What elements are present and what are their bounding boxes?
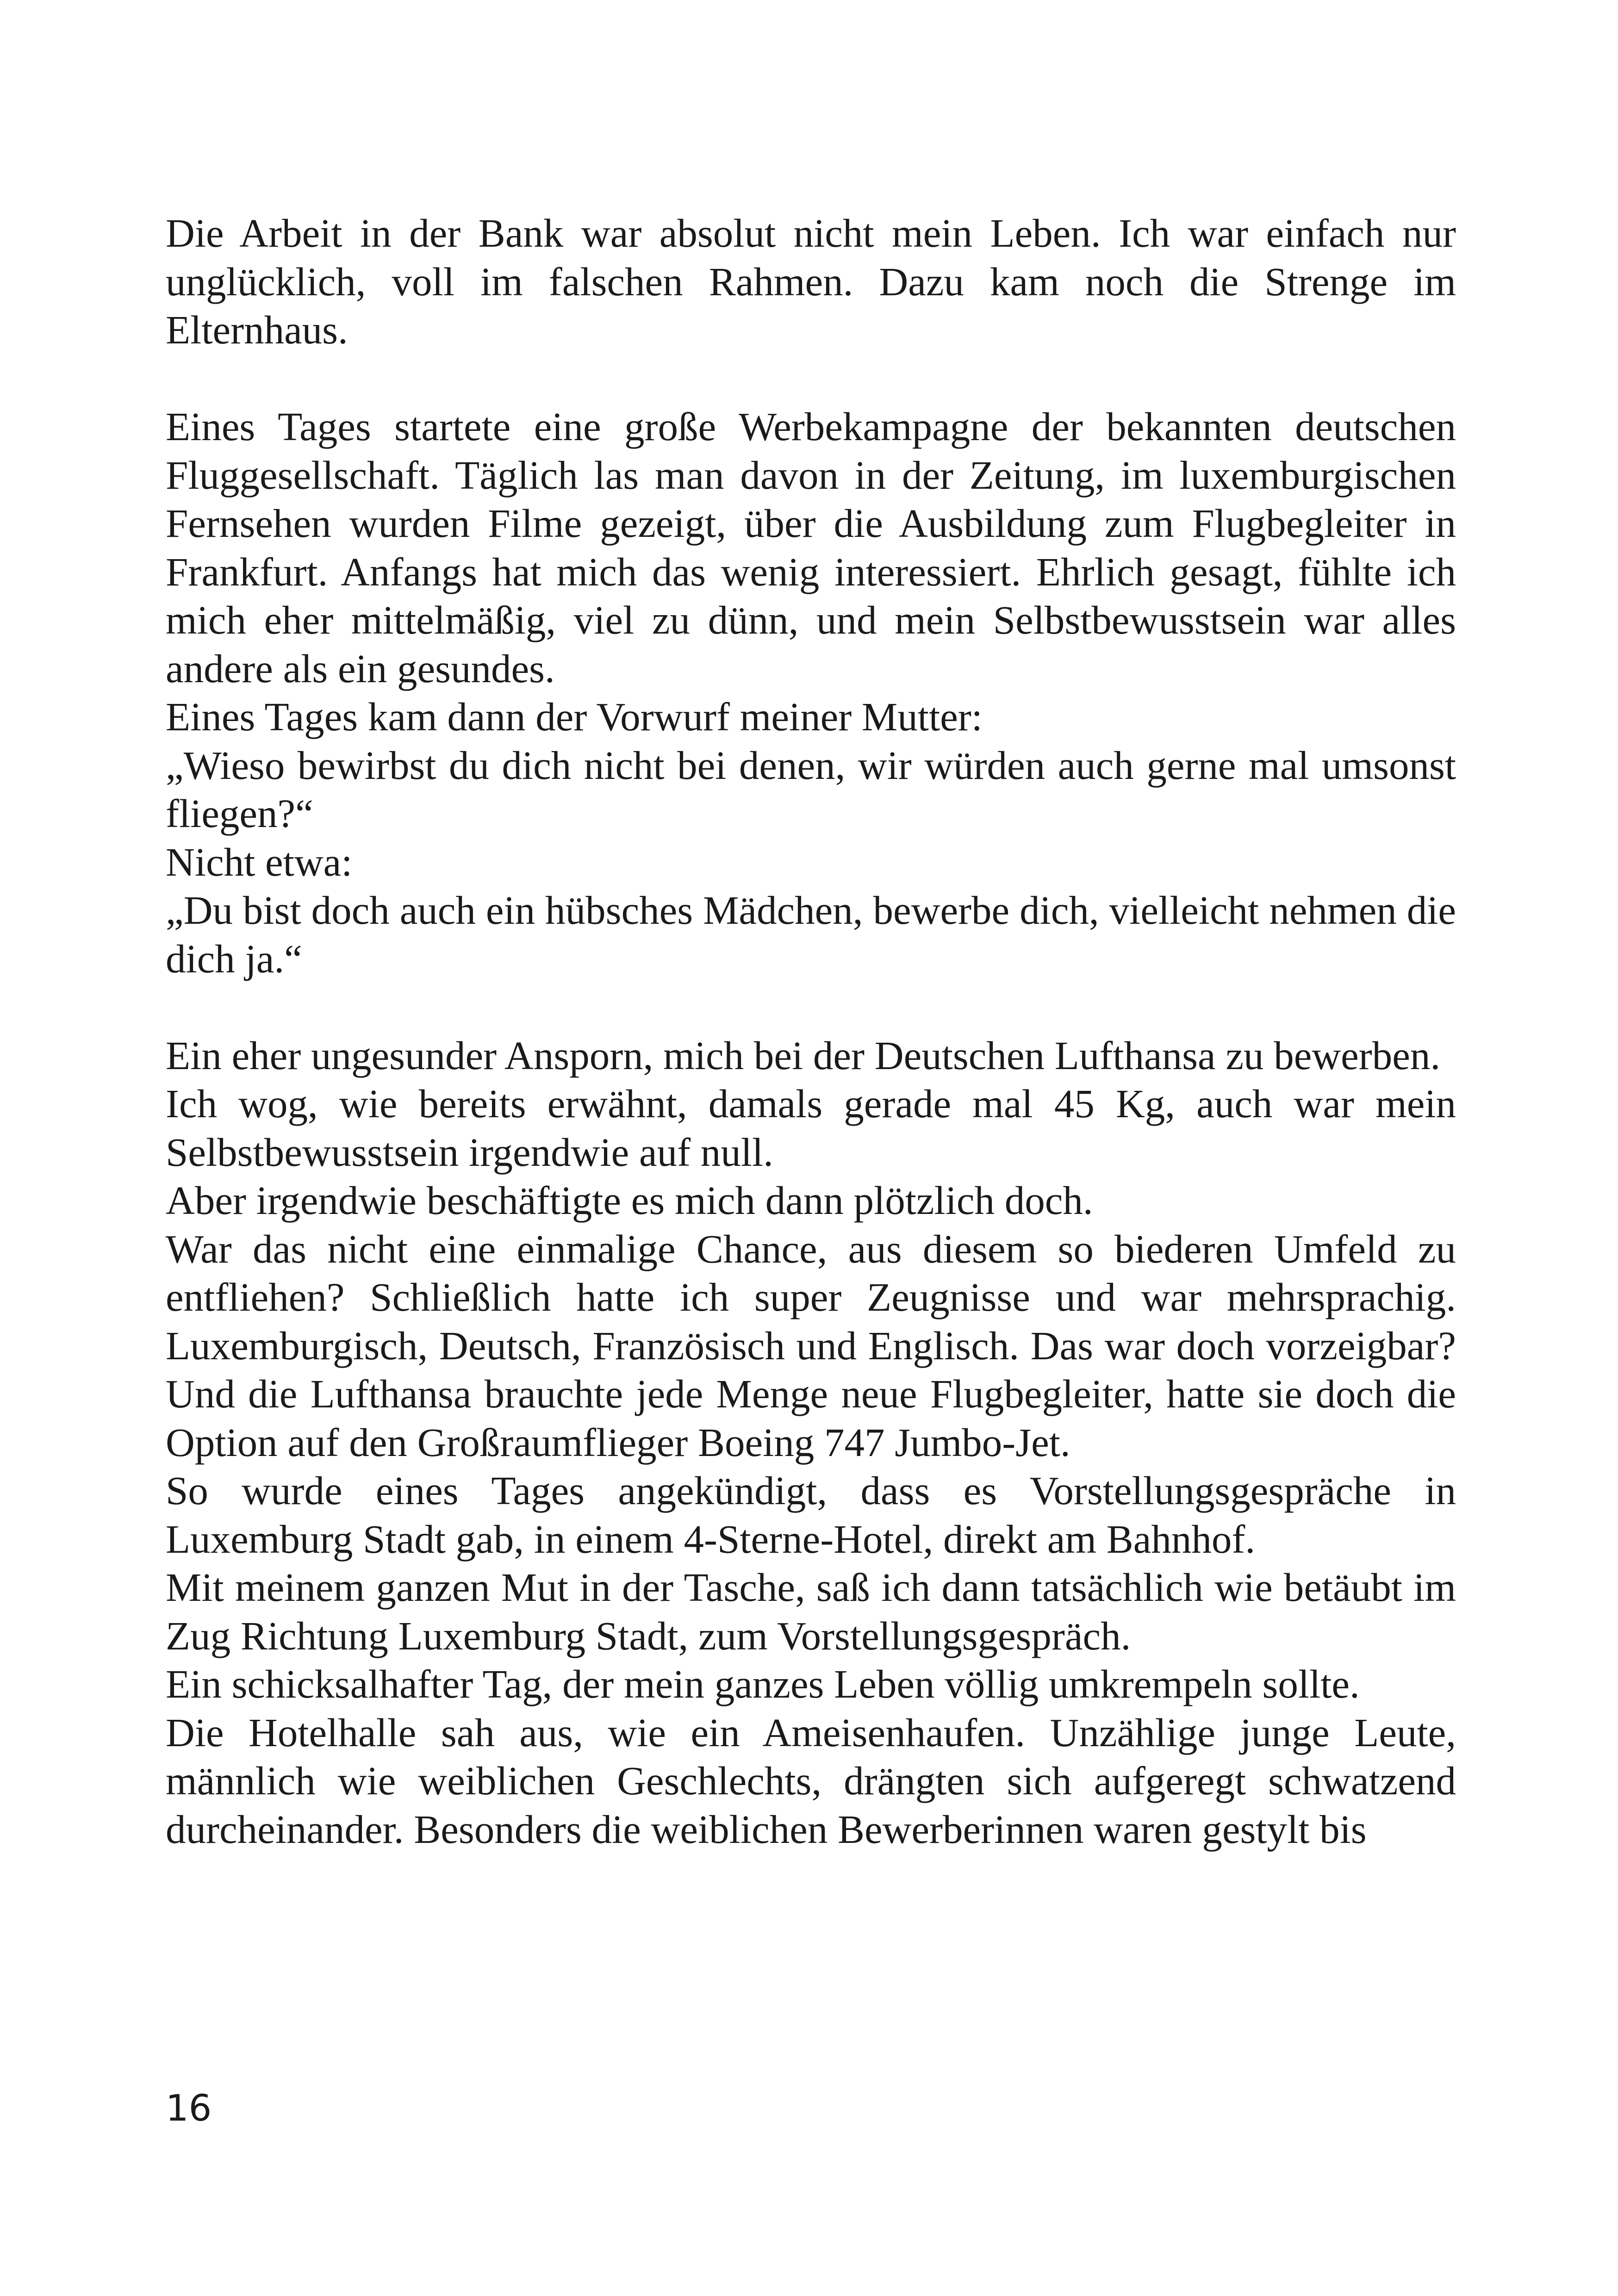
body-text	[166, 209, 1456, 1854]
paragraph: „Wieso bewirbst du dich nicht bei denen, wir würden auch gerne mal umsonst fliegen?“	[166, 742, 1456, 836]
paragraph: Aber irgendwie beschäftigte es mich dann plötzlich doch.	[166, 1178, 1093, 1223]
paragraph: Die Arbeit in der Bank war absolut nicht mein Leben. Ich war einfach nur unglücklich, voll im falschen Rahmen. Dazu kam noch die Strenge im Elternhaus.	[166, 211, 1456, 352]
paragraph-gap	[166, 983, 1456, 1032]
paragraph: So wurde eines Tages angekündigt, dass es Vorstellungsgespräche in Luxemburg Stadt gab, in einem 4-Sterne-Hotel, direkt am Bahnhof.	[166, 1468, 1456, 1562]
paragraph: Ich wog, wie bereits erwähnt, damals gerade mal 45 Kg, auch war mein Selbstbewusstsein irgendwie auf null.	[166, 1081, 1456, 1175]
paragraph: Eines Tages kam dann der Vorwurf meiner Mutter:	[166, 694, 983, 739]
paragraph: Eines Tages startete eine große Werbekampagne der bekannten deutschen Fluggesellschaft. Täglich las man davon in der Zeitung, im luxemburgischen Fernsehen wurden Filme gezeigt, über die Ausbildung zum Flugbegleiter in Frankfurt. Anfangs hat mich das wenig interessiert. Ehrlich gesagt, fühlte ich mich eher mittelmäßig, viel zu dünn, und mein Selbstbewusstsein war alles andere als ein gesundes.	[166, 404, 1456, 691]
paragraph: Die Hotelhalle sah aus, wie ein Ameisenhaufen. Unzählige junge Leute, männlich wie weiblichen Geschlechts, drängten sich aufgeregt schwatzend durcheinander. Besonders die weiblichen Bewerberinnen waren gestylt bis	[166, 1710, 1456, 1852]
paragraph: Ein eher ungesunder Ansporn, mich bei der Deutschen Lufthansa zu bewerben.	[166, 1033, 1441, 1078]
paragraph-gap	[166, 355, 1456, 403]
paragraph: Ein schicksalhafter Tag, der mein ganzes Leben völlig umkrempeln sollte.	[166, 1661, 1360, 1706]
paragraph: „Du bist doch auch ein hübsches Mädchen, bewerbe dich, vielleicht nehmen die dich ja.“	[166, 888, 1456, 981]
paragraph: War das nicht eine einmalige Chance, aus diesem so biederen Umfeld zu entfliehen? Schließlich hatte ich super Zeugnisse und war mehrsprachig. Luxemburgisch, Deutsch, Französisch und Englisch. Das war doch vorzeigbar? Und die Lufthansa brauchte jede Menge neue Flugbegleiter, hatte sie doch die Option auf den Großraumflieger Boeing 747 Jumbo-Jet.	[166, 1226, 1456, 1465]
page-number: 16	[166, 2088, 212, 2129]
paragraph: Nicht etwa:	[166, 839, 353, 884]
paragraph: Mit meinem ganzen Mut in der Tasche, saß ich dann tatsächlich wie betäubt im Zug Richtung Luxemburg Stadt, zum Vorstellungsgespräch.	[166, 1565, 1456, 1658]
